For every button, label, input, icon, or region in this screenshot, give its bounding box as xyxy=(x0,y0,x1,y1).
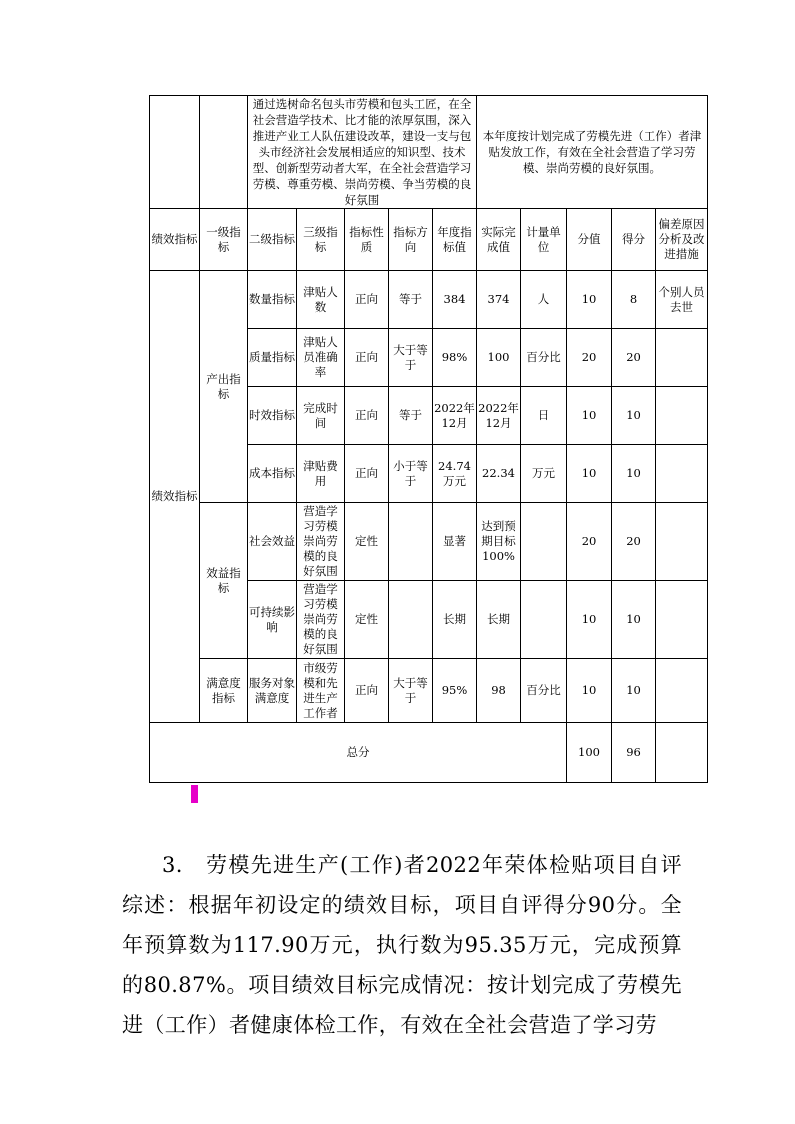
cell-direction: 大于等于 xyxy=(389,329,433,387)
cell-unit xyxy=(521,581,567,659)
cell-nature: 正向 xyxy=(345,329,389,387)
header-cell: 指标性质 xyxy=(345,209,389,271)
cell-direction: 小于等于 xyxy=(389,445,433,503)
cell-score-max: 10 xyxy=(567,659,612,723)
cell-score: 10 xyxy=(612,387,656,445)
cell-actual: 98 xyxy=(477,659,521,723)
summary-paragraph xyxy=(122,845,682,1045)
cell-l3: 津贴费用 xyxy=(297,445,345,503)
cell-direction xyxy=(389,581,433,659)
cell-note xyxy=(656,329,708,387)
cell-actual: 长期 xyxy=(477,581,521,659)
cell-score-max: 20 xyxy=(567,329,612,387)
cell-score-max: 10 xyxy=(567,445,612,503)
header-cell: 计量单位 xyxy=(521,209,567,271)
cell-score: 10 xyxy=(612,659,656,723)
table-row xyxy=(150,271,708,329)
header-cell: 二级指标 xyxy=(248,209,297,271)
cell-l2: 时效指标 xyxy=(248,387,297,445)
header-cell: 三级指标 xyxy=(297,209,345,271)
cell-score-max: 10 xyxy=(567,387,612,445)
perf-indicator-label: 绩效指标 xyxy=(150,271,200,723)
output-group-label: 产出指标 xyxy=(200,271,248,503)
cell-score-max: 20 xyxy=(567,503,612,581)
benefit-group-label: 效益指标 xyxy=(200,503,248,659)
header-cell: 偏差原因分析及改进措施 xyxy=(656,209,708,271)
cell-note xyxy=(656,387,708,445)
cell-score: 20 xyxy=(612,503,656,581)
cell-target: 98% xyxy=(433,329,477,387)
table-row xyxy=(150,503,708,581)
cell-l3: 营造学习劳模崇尚劳模的良好氛围 xyxy=(297,503,345,581)
cell-nature: 定性 xyxy=(345,581,389,659)
cell-score-max: 10 xyxy=(567,271,612,329)
cell-l2: 可持续影响 xyxy=(248,581,297,659)
cell-target: 长期 xyxy=(433,581,477,659)
cell-l2: 数量指标 xyxy=(248,271,297,329)
cell-actual: 2022年12月 xyxy=(477,387,521,445)
cell-direction: 大于等于 xyxy=(389,659,433,723)
cell-l3: 津贴人数 xyxy=(297,271,345,329)
cell-actual: 22.34 xyxy=(477,445,521,503)
cell-nature: 正向 xyxy=(345,387,389,445)
cell-note: 个别人员去世 xyxy=(656,271,708,329)
cell-score: 10 xyxy=(612,581,656,659)
cell-target: 24.74万元 xyxy=(433,445,477,503)
cell-direction xyxy=(389,503,433,581)
summary-text: 3. 劳模先进生产(工作)者2022年荣体检贴项目自评综述：根据年初设定的绩效目标，项目自评得分90分。全年预算数为117.90万元，执行数为95.35万元，完成预算的80.87%。项目绩效目标完成情况：按计划完成了劳模先进（工作）者健康体检工作，有效在全社会营造了学习劳 xyxy=(122,853,682,1037)
total-score-max: 100 xyxy=(567,723,612,783)
target-description: 通过选树命名包头市劳模和包头工匠，在全社会营造学技术、比才能的浓厚氛围，深入推进产业工人队伍建设改革，建设一支与包头市经济社会发展相适应的知识型、技术型、创新型劳动者大军，在全社会营造学习劳模、尊重劳模、崇尚劳模、争当劳模的良好氛围 xyxy=(248,96,477,209)
actual-description: 本年度按计划完成了劳模先进（工作）者津贴发放工作，有效在全社会营造了学习劳模、崇尚劳模的良好氛围。 xyxy=(477,96,708,209)
cell-l2: 质量指标 xyxy=(248,329,297,387)
cell-l3: 市级劳模和先进生产工作者 xyxy=(297,659,345,723)
satisfaction-group-label: 满意度指标 xyxy=(200,659,248,723)
header-cell: 一级指标 xyxy=(200,209,248,271)
cell-note xyxy=(656,659,708,723)
total-row xyxy=(150,723,708,783)
cell-l2: 服务对象满意度 xyxy=(248,659,297,723)
cell-actual: 达到预期目标100% xyxy=(477,503,521,581)
cell-target: 2022年12月 xyxy=(433,387,477,445)
header-cell: 指标方向 xyxy=(389,209,433,271)
cell-score: 20 xyxy=(612,329,656,387)
cell-unit: 百分比 xyxy=(521,329,567,387)
header-cell: 实际完成值 xyxy=(477,209,521,271)
cell-direction: 等于 xyxy=(389,271,433,329)
cell-l3: 津贴人员准确率 xyxy=(297,329,345,387)
header-cell: 分值 xyxy=(567,209,612,271)
cell-target: 95% xyxy=(433,659,477,723)
cell-unit: 日 xyxy=(521,387,567,445)
total-label: 总分 xyxy=(150,723,567,783)
edit-marker xyxy=(191,785,198,803)
total-score: 96 xyxy=(612,723,656,783)
cell-l2: 成本指标 xyxy=(248,445,297,503)
cell-direction: 等于 xyxy=(389,387,433,445)
performance-table xyxy=(149,95,708,783)
cell-note xyxy=(656,581,708,659)
cell-unit: 人 xyxy=(521,271,567,329)
cell-nature: 定性 xyxy=(345,503,389,581)
cell-nature: 正向 xyxy=(345,659,389,723)
cell-actual: 100 xyxy=(477,329,521,387)
total-note xyxy=(656,723,708,783)
cell-actual: 374 xyxy=(477,271,521,329)
cell-score-max: 10 xyxy=(567,581,612,659)
cell-note xyxy=(656,445,708,503)
cell-l2: 社会效益 xyxy=(248,503,297,581)
header-cell: 年度指标值 xyxy=(433,209,477,271)
cell-l3: 营造学习劳模崇尚劳模的良好氛围 xyxy=(297,581,345,659)
header-cell: 绩效指标 xyxy=(150,209,200,271)
cell-l3: 完成时间 xyxy=(297,387,345,445)
cell-target: 384 xyxy=(433,271,477,329)
goal-row xyxy=(150,96,708,209)
header-cell: 得分 xyxy=(612,209,656,271)
cell-unit: 万元 xyxy=(521,445,567,503)
table-row xyxy=(150,659,708,723)
cell-target: 显著 xyxy=(433,503,477,581)
cell-nature: 正向 xyxy=(345,445,389,503)
cell-score: 10 xyxy=(612,445,656,503)
header-row xyxy=(150,209,708,271)
cell-unit: 百分比 xyxy=(521,659,567,723)
cell-nature: 正向 xyxy=(345,271,389,329)
cell-note xyxy=(656,503,708,581)
cell-score: 8 xyxy=(612,271,656,329)
cell-unit xyxy=(521,503,567,581)
